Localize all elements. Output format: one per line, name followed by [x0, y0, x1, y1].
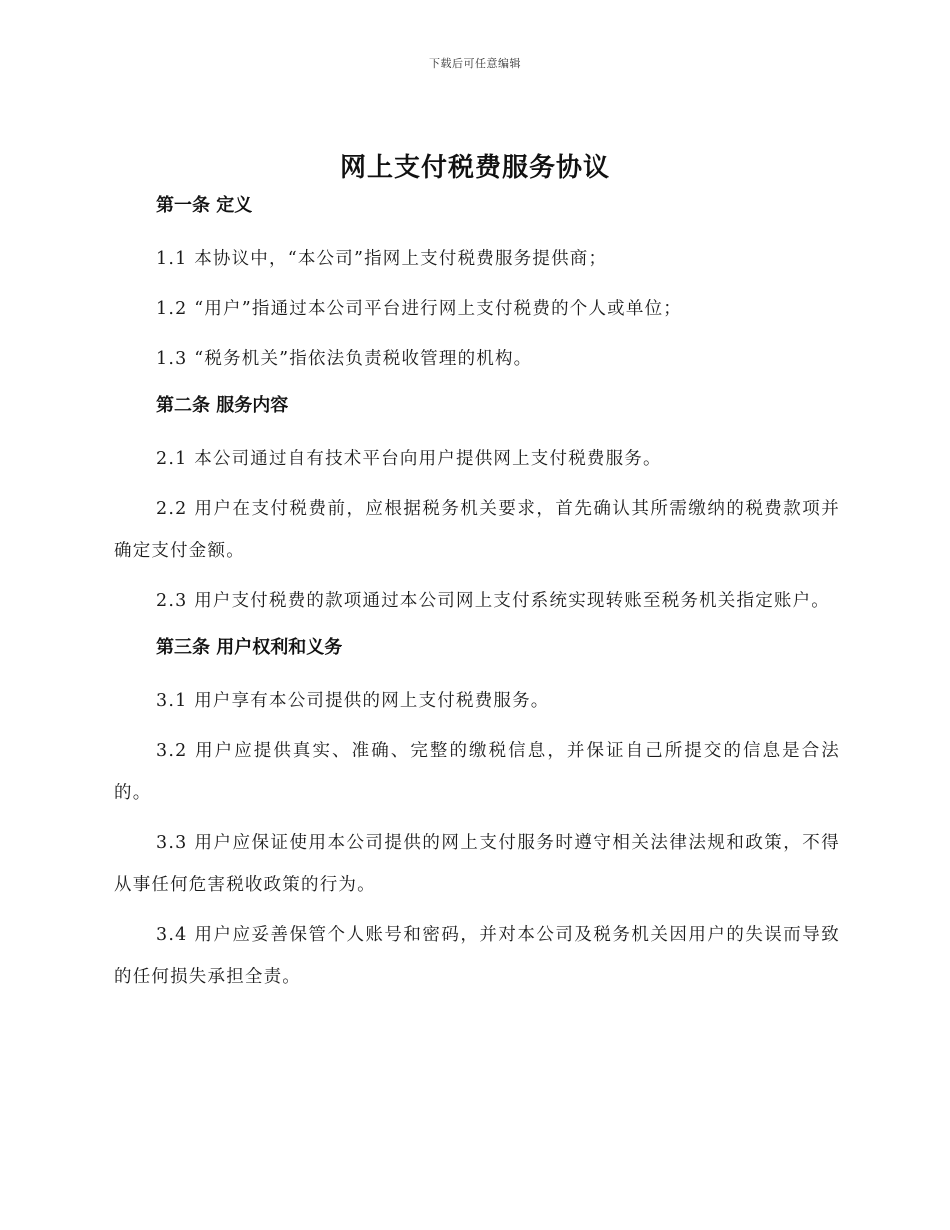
- clause-1-1: 1.1 本协议中，“本公司”指网上支付税费服务提供商；: [156, 249, 608, 269]
- section-user-rights: [114, 630, 840, 998]
- clause-1-2: 1.2 “用户”指通过本公司平台进行网上支付税费的个人或单位；: [156, 299, 682, 319]
- section-definitions: [114, 188, 840, 380]
- document-title: 网上支付税费服务协议: [339, 153, 610, 183]
- clause-3-1: 3.1 用户享有本公司提供的网上支付税费服务。: [156, 691, 550, 711]
- clause-3-3: 3.3 用户应保证使用本公司提供的网上支付服务时遵守相关法律法规和政策，不得从事任何危害税收政策的行为。: [114, 833, 840, 895]
- section-heading: 第二条 服务内容: [156, 395, 289, 416]
- section-heading: 第一条 定义: [156, 195, 253, 216]
- clause-2-2: 2.2 用户在支付税费前，应根据税务机关要求，首先确认其所需缴纳的税费款项并确定支付金额。: [114, 499, 840, 561]
- section-heading: 第三条 用户权利和义务: [156, 637, 343, 658]
- clause-1-3: 1.3 “税务机关”指依法负责税收管理的机构。: [156, 349, 533, 369]
- clause-2-1: 2.1 本公司通过自有技术平台向用户提供网上支付税费服务。: [156, 449, 662, 469]
- clause-2-3: 2.3 用户支付税费的款项通过本公司网上支付系统实现转账至税务机关指定账户。: [156, 591, 830, 611]
- section-service-content: [114, 388, 840, 622]
- header-note: 下载后可任意编辑: [429, 57, 521, 70]
- clause-3-2: 3.2 用户应提供真实、准确、完整的缴税信息，并保证自己所提交的信息是合法的。: [114, 741, 840, 803]
- document-body: [114, 188, 840, 1006]
- clause-3-4: 3.4 用户应妥善保管个人账号和密码，并对本公司及税务机关因用户的失误而导致的任何损失承担全责。: [114, 925, 840, 987]
